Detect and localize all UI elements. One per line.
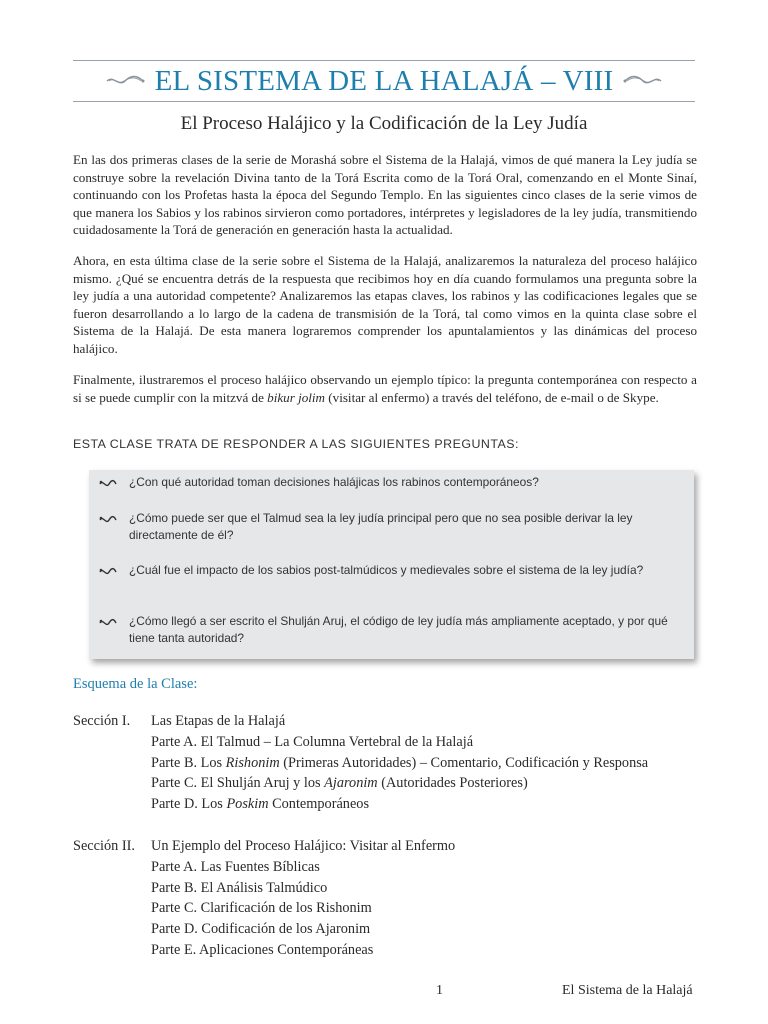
- question-text: ¿Con qué autoridad toman decisiones halájicas los rabinos contemporáneos?: [129, 475, 539, 489]
- title-row: [73, 62, 695, 100]
- part-text: Contemporáneos: [268, 796, 370, 813]
- outline-title: Esquema de la Clase:: [73, 676, 198, 692]
- section-part: Parte E. Aplicaciones Contemporáneas: [151, 941, 374, 958]
- intro-paragraph-2: Ahora, en esta última clase de la serie sobre el Sistema de la Halajá, analizaremos la naturaleza del proceso halájico mismo. ¿Qué se encuentra detrás de la respuesta que recibimos hoy en día cuando formulamos una pregunta sobre la ley judía a una autoridad competente? Analizaremos las etapas claves, los rabinos y las codificaciones legales que se fueron desarrollando a lo largo de la cadena de transmisión de la Torá, tal como vimos en la quinta clase sobre el Sistema de la Halajá. De esta manera lograremos comprender los apuntalamientos y las dinámicas del proceso halájico.: [73, 253, 697, 356]
- section-part: Parte D. Codificación de los Ajaronim: [151, 921, 371, 938]
- part-text: Parte D. Los: [151, 796, 227, 813]
- part-text: Parte C. El Shulján Aruj y los: [151, 775, 325, 792]
- section-part: Parte C. Clarificación de los Rishonim: [151, 900, 372, 917]
- section-part: [151, 773, 711, 794]
- flourish-bullet-icon: [99, 562, 129, 582]
- part-term: Ajaronim: [324, 775, 378, 792]
- section-heading: Las Etapas de la Halajá: [151, 713, 286, 729]
- left-flourish-icon: [105, 74, 145, 88]
- intro-paragraph-1: En las dos primeras clases de la serie de Morashá sobre el Sistema de la Halajá, vimos de qué manera la Ley judía se construye sobre la revelación Divina tanto de la Torá Escrita como de la Torá Oral, comenzando en el Monte Sinaí, continuando con los Profetas hasta la época del Segundo Templo. En las siguientes cinco clases de la serie vimos de que manera los Sabios y los rabinos sirvieron como portadores, intérpretes y legisladores de la ley judía, transmitiendo cuidadosamente la Torá de generación en generación hasta la actualidad.: [73, 152, 697, 238]
- section-part: Parte A. El Talmud – La Columna Vertebral de la Halajá: [151, 733, 474, 750]
- section-items: [151, 836, 711, 961]
- section-label: Sección I.: [73, 713, 131, 729]
- page-number: 1: [436, 983, 443, 998]
- part-text: (Autoridades Posteriores): [377, 775, 528, 792]
- intro-paragraph-3: [73, 371, 697, 406]
- flourish-bullet-icon: [99, 613, 129, 646]
- question-item: [99, 510, 679, 543]
- page-title: EL SISTEMA DE LA HALAJÁ – VIII: [154, 64, 614, 97]
- question-text: ¿Cuál fue el impacto de los sabios post-talmúdicos y medievales sobre el sistema de la ley judía?: [129, 563, 644, 577]
- questions-box: [89, 470, 694, 659]
- flourish-bullet-icon: [99, 510, 129, 543]
- intro-p3-text-end: (visitar al enfermo) a través del teléfono, de e-mail o de Skype.: [325, 389, 659, 405]
- question-text: ¿Cómo llegó a ser escrito el Shulján Aruj, el código de ley judía más ampliamente aceptado, y por qué tiene tanta autoridad?: [129, 614, 668, 645]
- question-text: ¿Cómo puede ser que el Talmud sea la ley judía principal pero que no sea posible derivar la ley directamente de él?: [129, 511, 633, 542]
- part-term: Rishonim: [225, 754, 280, 771]
- question-item: [99, 562, 679, 582]
- page-subtitle: El Proceso Halájico y la Codificación de la Ley Judía: [180, 113, 588, 134]
- question-item: [99, 613, 679, 646]
- footer-title: El Sistema de la Halajá: [562, 983, 693, 998]
- question-item: [99, 474, 679, 494]
- intro-p3-text: Finalmente, ilustraremos el proceso halájico observando un ejemplo típico: la pregunta contemporánea con respecto a si se puede cumplir con la mitzvá de: [73, 372, 697, 405]
- section-heading: Un Ejemplo del Proceso Halájico: Visitar al Enfermo: [151, 838, 456, 854]
- part-text: (Primeras Autoridades) – Comentario, Codificación y Responsa: [279, 754, 649, 771]
- right-flourish-icon: [623, 74, 663, 88]
- section-part: Parte B. El Análisis Talmúdico: [151, 879, 328, 896]
- header-bottom-rule: [73, 101, 695, 102]
- section-label: Sección II.: [73, 838, 135, 854]
- section-part: Parte A. Las Fuentes Bíblicas: [151, 858, 320, 875]
- intro-p3-term: bikur jolim: [267, 389, 326, 405]
- section-items: [151, 711, 711, 815]
- section-part: [151, 753, 711, 774]
- part-term: Poskim: [226, 796, 269, 813]
- header-top-rule: [73, 60, 695, 61]
- section-part: [151, 794, 711, 815]
- questions-heading: ESTA CLASE TRATA DE RESPONDER A LAS SIGUIENTES PREGUNTAS:: [73, 437, 519, 451]
- part-text: Parte B. Los: [151, 754, 226, 771]
- flourish-bullet-icon: [99, 474, 129, 494]
